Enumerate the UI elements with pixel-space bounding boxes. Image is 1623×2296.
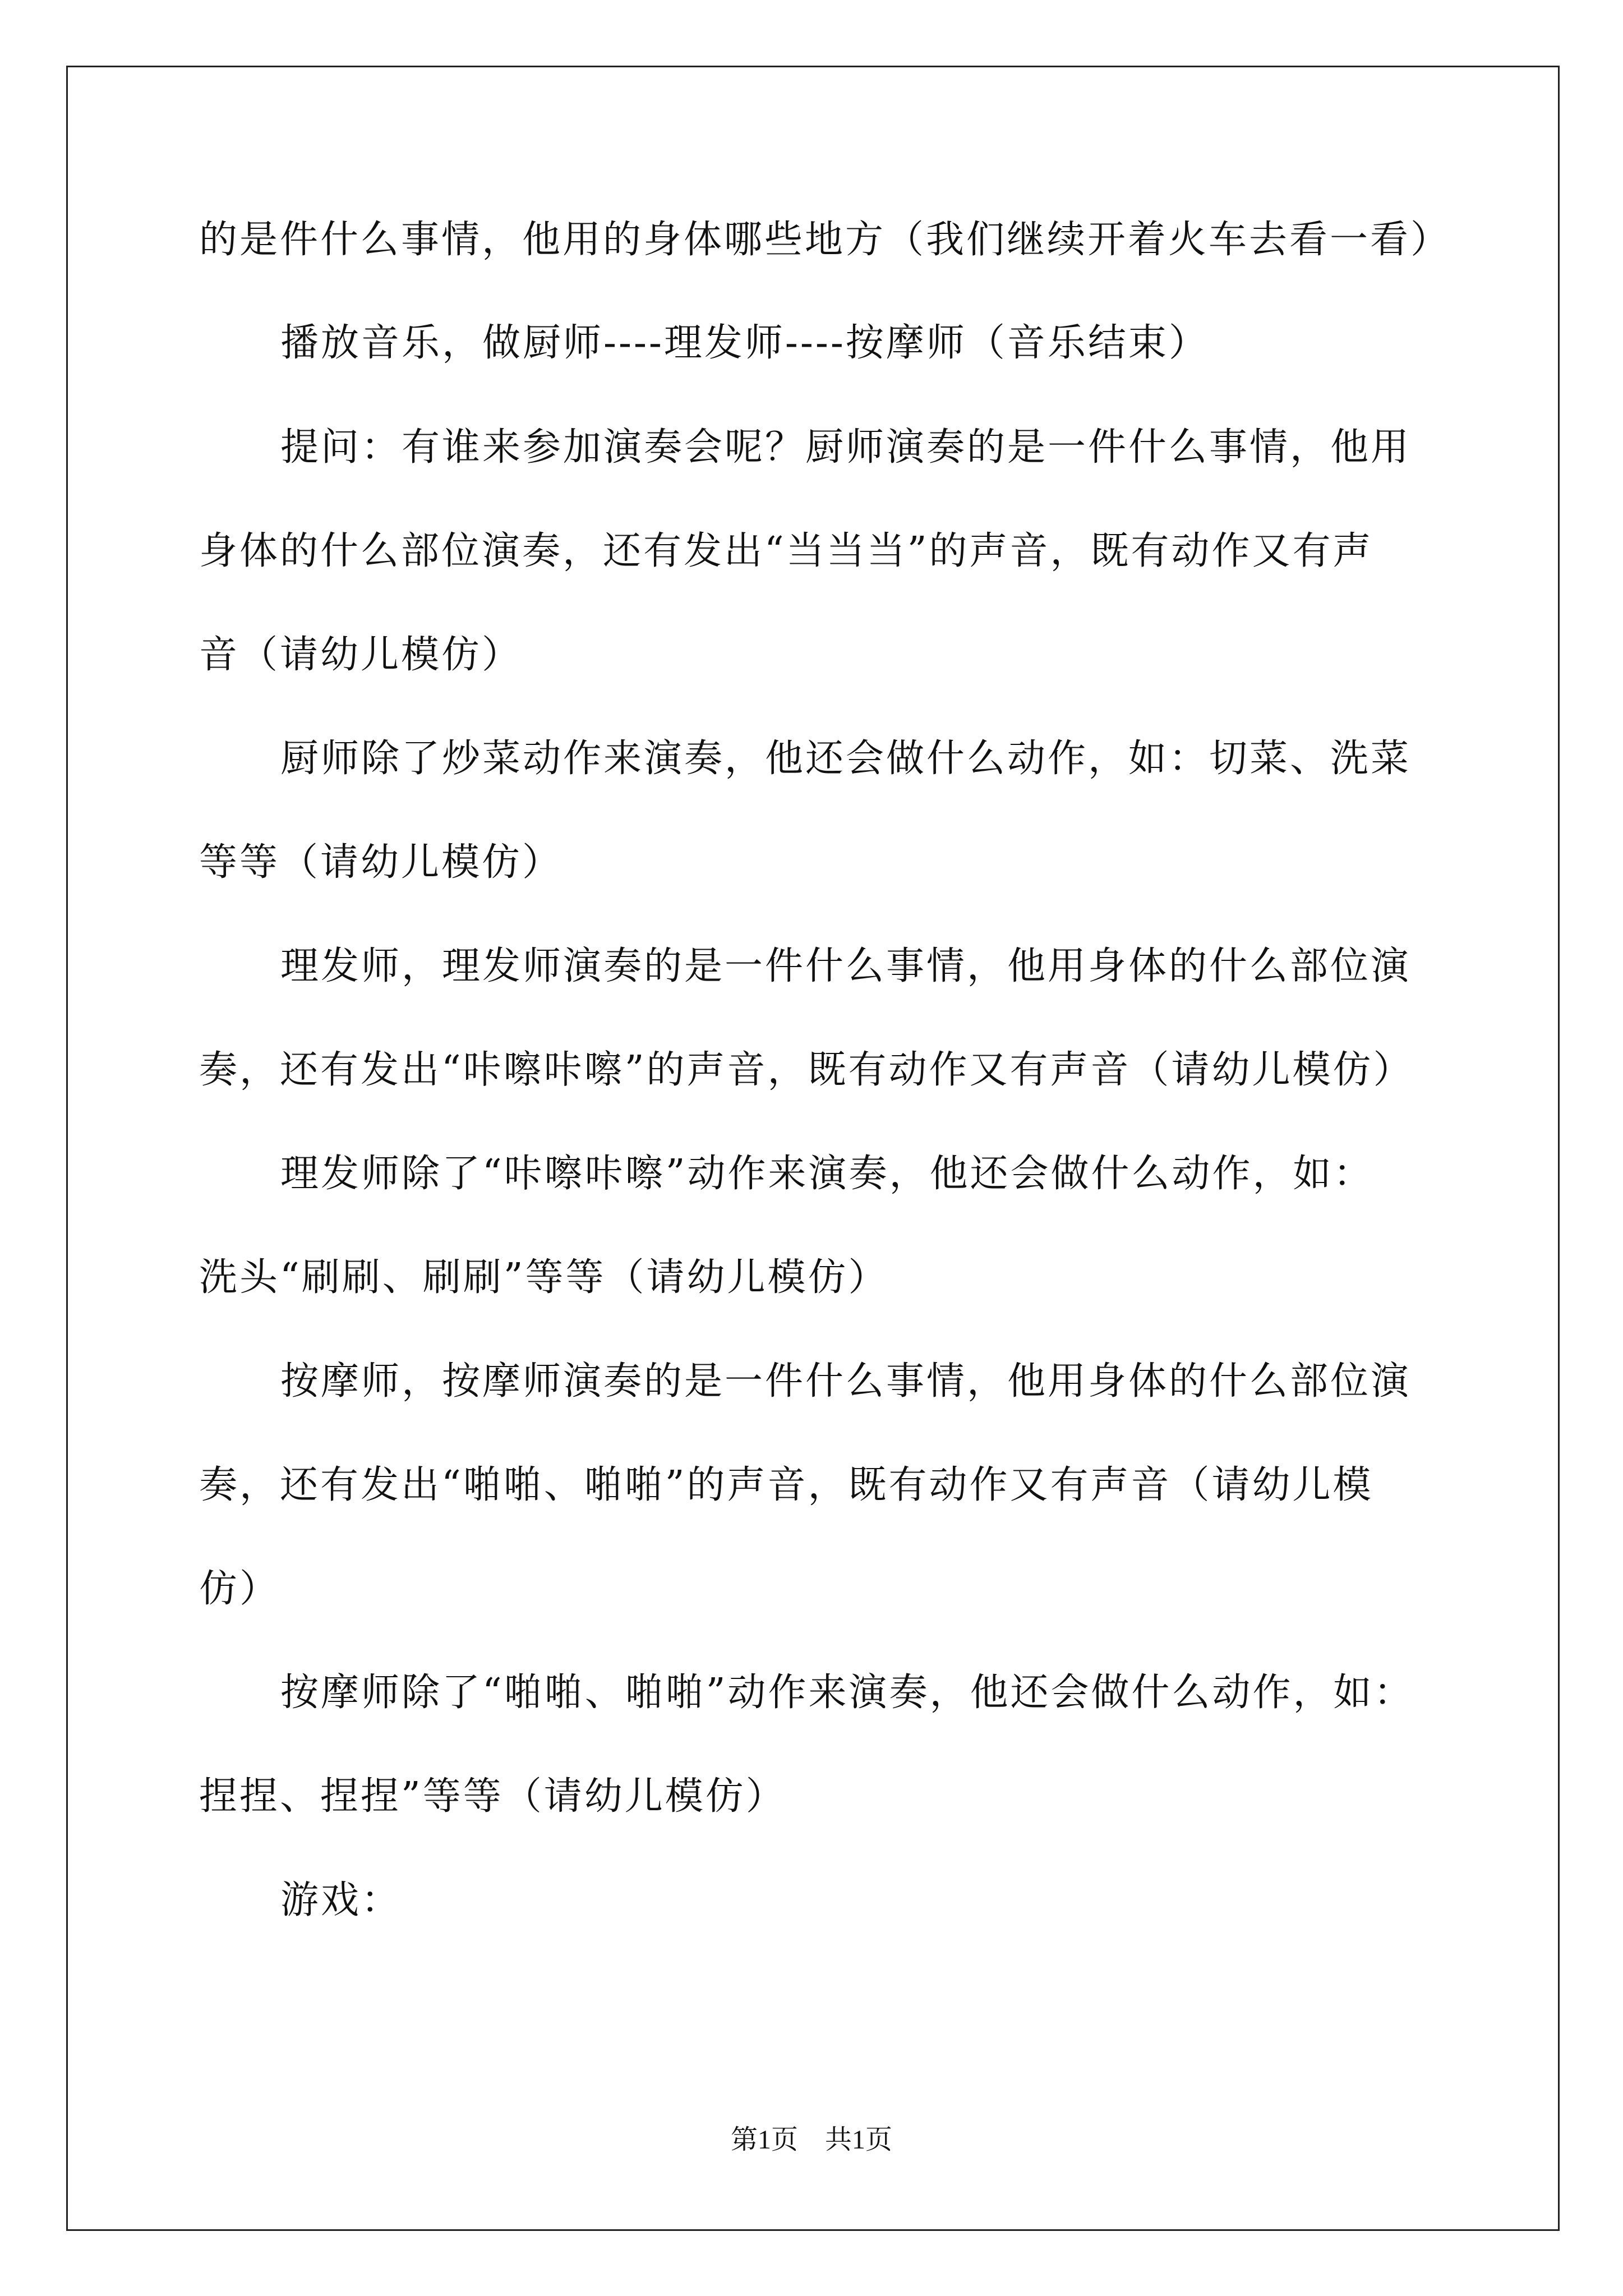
text-line-17: 游戏： xyxy=(280,1878,402,1922)
text-line-14: 仿） xyxy=(199,1567,280,1611)
text-line-4: 身体的什么部位演奏，还有发出“当当当”的声音，既有动作又有声 xyxy=(199,529,1373,573)
text-line-15: 按摩师除了“啪啪、啪啪”动作来演奏，他还会做什么动作，如： xyxy=(280,1671,1414,1715)
text-line-3: 提问：有谁来参加演奏会呢？厨师演奏的是一件什么事情，他用 xyxy=(280,425,1412,470)
text-line-7: 等等（请幼儿模仿） xyxy=(199,840,563,885)
text-line-9: 奏，还有发出“咔嚓咔嚓”的声音，既有动作又有声音（请幼儿模仿） xyxy=(199,1048,1414,1092)
text-line-16: 捏捏、捏捏”等等（请幼儿模仿） xyxy=(199,1774,786,1819)
text-line-11: 洗头“刷刷、刷刷”等等（请幼儿模仿） xyxy=(199,1255,889,1300)
page-footer: 第1页 共1页 xyxy=(730,2125,892,2155)
text-line-12: 按摩师，按摩师演奏的是一件什么事情，他用身体的什么部位演 xyxy=(280,1359,1412,1404)
text-line-1: 的是件什么事情，他用的身体哪些地方（我们继续开着火车去看一看） xyxy=(199,218,1451,262)
text-line-13: 奏，还有发出“啪啪、啪啪”的声音，既有动作又有声音（请幼儿模 xyxy=(199,1463,1373,1507)
text-line-10: 理发师除了“咔嚓咔嚓”动作来演奏，他还会做什么动作，如： xyxy=(280,1152,1374,1196)
text-line-2: 播放音乐，做厨师----理发师----按摩师（音乐结束） xyxy=(280,321,1209,365)
text-line-8: 理发师，理发师演奏的是一件什么事情，他用身体的什么部位演 xyxy=(280,944,1412,988)
text-line-5: 音（请幼儿模仿） xyxy=(199,633,523,677)
text-line-6: 厨师除了炒菜动作来演奏，他还会做什么动作，如：切菜、洗菜 xyxy=(280,737,1412,781)
